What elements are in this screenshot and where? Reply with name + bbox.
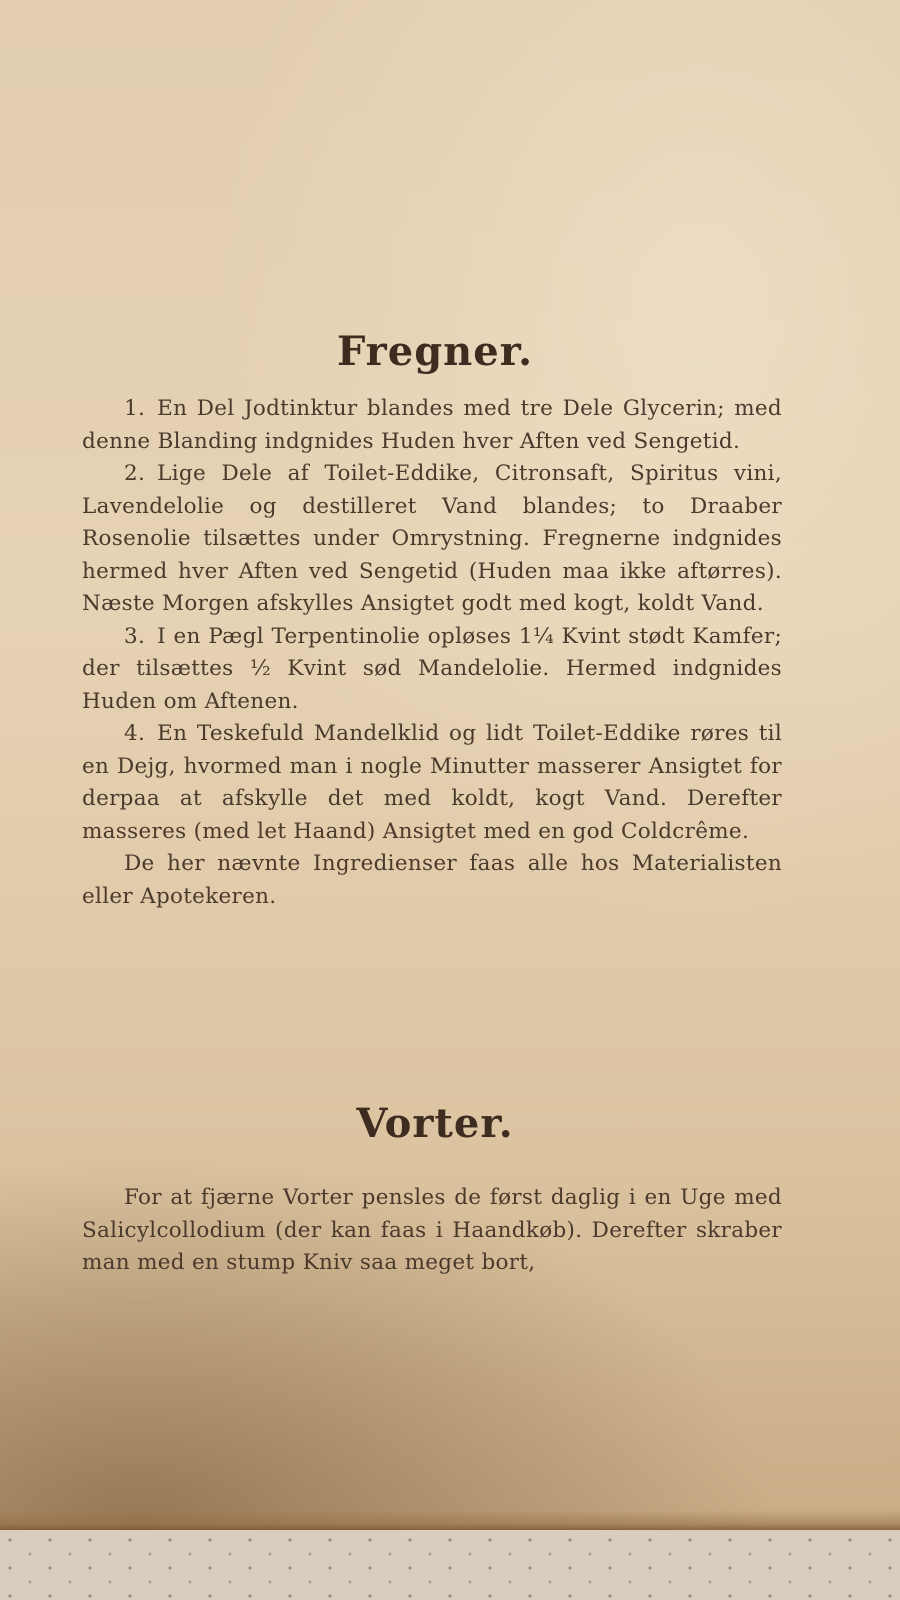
- background-surface: [0, 1530, 900, 1600]
- section-body-vorter: [82, 1182, 782, 1280]
- paragraph-text: En Del Jodtinktur blandes med tre Dele Glycerin; med denne Blanding indgnides Huden hver Aften ved Sengetid.: [82, 396, 782, 454]
- paragraph-4: [82, 718, 782, 848]
- paragraph-text: I en Pægl Terpentinolie opløses 1¼ Kvint stødt Kamfer; der tilsættes ½ Kvint sød Mandelolie. Hermed indgnides Huden om Aftenen.: [82, 623, 782, 714]
- paragraph-number: 2.: [124, 461, 146, 486]
- paragraph-text: For at fjærne Vorter pensles de først daglig i en Uge med Salicylcollodium (der kan faas i Haandkøb). Derefter skraber man med en stump Kniv saa meget bort,: [82, 1185, 782, 1275]
- section-title-vorter: Vorter.: [356, 1100, 514, 1147]
- paragraph-number: 1.: [124, 396, 146, 421]
- paragraph-vorter: [82, 1182, 782, 1280]
- paragraph-text: En Teskefuld Mandelklid og lidt Toilet-Eddike røres til en Dejg, hvormed man i nogle Minutter masserer Ansigtet for derpaa at afskylle det med koldt, kogt Vand. Derefter masseres (med let Haand) Ansigtet med en god Coldcrême.: [82, 721, 782, 844]
- page-bottom-edge: [0, 1510, 900, 1530]
- paragraph-note: [82, 848, 782, 913]
- section-title-fregner: Fregner.: [336, 328, 534, 375]
- paragraph-2: [82, 458, 782, 621]
- paragraph-text: Lige Dele af Toilet-Eddike, Citronsaft, Spiritus vini, Lavendelolie og destilleret Vand blandes; to Draaber Rosenolie tilsættes under Omrystning. Fregnerne indgnides hermed hver Aften ved Sengetid (Huden maa ikke aftørres). Næste Morgen afskylles Ansigtet godt med kogt, koldt Vand.: [82, 461, 782, 616]
- paragraph-text: De her nævnte Ingredienser faas alle hos Materialisten eller Apotekeren.: [82, 851, 782, 909]
- section-body-fregner: [82, 393, 782, 913]
- paragraph-1: [82, 393, 782, 458]
- paragraph-number: 4.: [124, 721, 146, 746]
- paragraph-number: 3.: [124, 623, 146, 649]
- paragraph-3: [82, 621, 782, 719]
